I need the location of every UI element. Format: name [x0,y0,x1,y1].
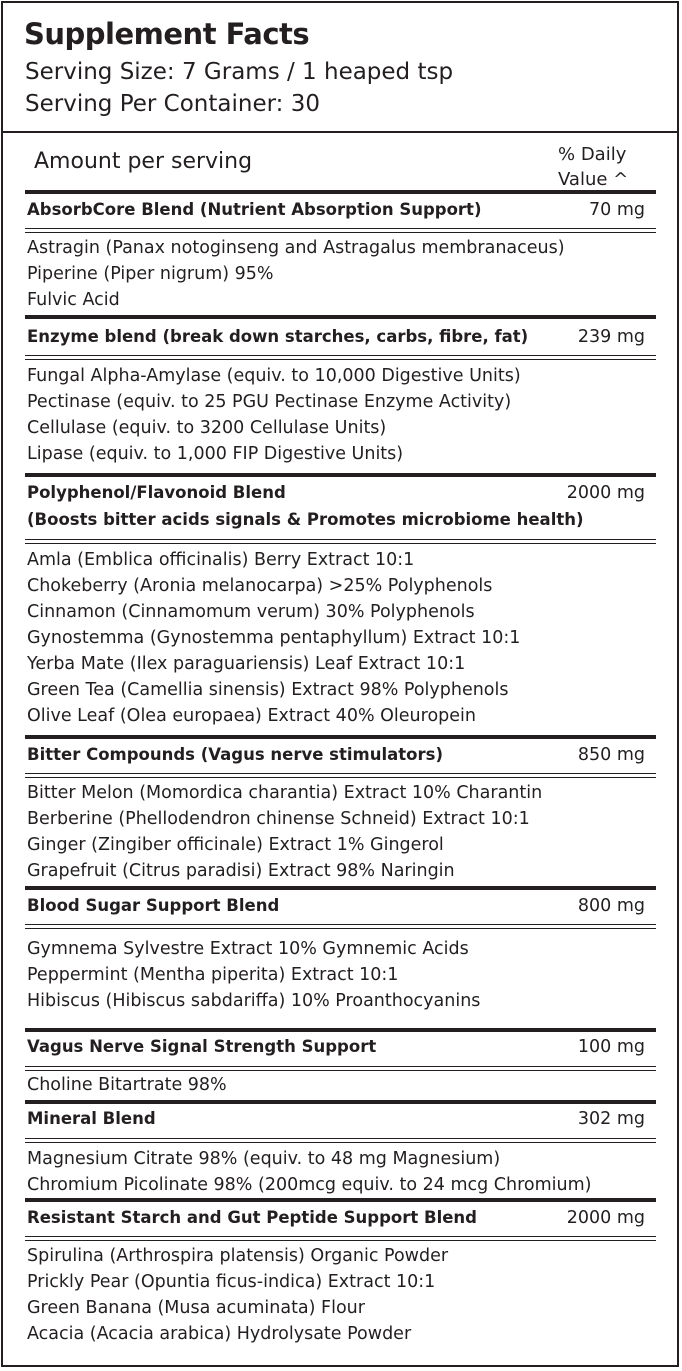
daily-value-label-line2: Value ^ [558,169,629,190]
blend-name: Bitter Compounds (Vagus nerve stimulators) [27,745,443,764]
ingredient: Peppermint (Mentha piperita) Extract 10:1 [27,965,399,985]
section-rule [25,1100,656,1104]
ingredient: Bitter Melon (Momordica charantia) Extract 10% Charantin [27,783,543,803]
blend-amount: 850 mg [577,745,645,765]
ingredient: Hibiscus (Hibiscus sabdariffa) 10% Proanthocyanins [27,991,481,1011]
ingredient: Berberine (Phellodendron chinense Schneid) Extract 10:1 [27,809,530,829]
daily-value-label-line1: % Daily [558,144,627,165]
serving-size: Serving Size: 7 Grams / 1 heaped tsp [25,59,454,85]
blend-name: Blood Sugar Support Blend [27,896,280,915]
ingredient-list [27,1243,448,1347]
ingredient-list [27,936,480,1014]
ingredient: Amla (Emblica officinalis) Berry Extract 10:1 [27,550,415,570]
section-rule [25,1138,656,1143]
ingredient-list [27,363,521,467]
ingredient-list [27,547,520,729]
section-rule [25,473,656,477]
ingredient: Green Tea (Camellia sinensis) Extract 98% Polyphenols [27,680,509,700]
ingredient: Olive Leaf (Olea europaea) Extract 40% Oleuropein [27,706,476,726]
ingredient: Cinnamon (Cinnamomum verum) 30% Polyphenols [27,602,475,622]
blend-amount: 70 mg [589,200,645,220]
ingredient: Fulvic Acid [27,290,120,310]
ingredient: Magnesium Citrate 98% (equiv. to 48 mg Magnesium) [27,1149,501,1169]
facts-header [3,3,677,133]
section-rule [25,773,656,778]
ingredient: Astragin (Panax notoginseng and Astragalus membranaceus) [27,238,565,258]
section-rule [25,315,656,319]
blend-amount: 239 mg [577,327,645,347]
blend-amount: 302 mg [577,1109,645,1129]
ingredient: Chokeberry (Aronia melanocarpa) >25% Polyphenols [27,576,493,596]
ingredient: Lipase (equiv. to 1,000 FIP Digestive Units) [27,444,404,464]
ingredient: Ginger (Zingiber officinale) Extract 1% Gingerol [27,835,444,855]
ingredient: Acacia (Acacia arabica) Hydrolysate Powder [27,1324,412,1344]
ingredient: Choline Bitartrate 98% [27,1075,227,1095]
blend-amount: 100 mg [577,1037,645,1057]
ingredient-list [27,1146,592,1198]
amount-per-serving-label: Amount per serving [34,149,253,174]
section-rule [25,735,656,739]
ingredient: Cellulase (equiv. to 3200 Cellulase Units) [27,418,387,438]
daily-value-label [558,142,628,192]
blend-amount: 2000 mg [566,483,645,503]
ingredient-list [27,235,565,313]
ingredient: Yerba Mate (Ilex paraguariensis) Leaf Extract 10:1 [27,654,466,674]
ingredient-list [27,1072,227,1098]
ingredient: Grapefruit (Citrus paradisi) Extract 98% Naringin [27,861,455,881]
ingredient: Green Banana (Musa acuminata) Flour [27,1298,365,1318]
section-rule [25,355,656,360]
blend-name: Mineral Blend [27,1109,156,1128]
ingredient: Gymnema Sylvestre Extract 10% Gymnemic Acids [27,939,469,959]
ingredient: Piperine (Piper nigrum) 95% [27,264,274,284]
ingredient: Chromium Picolinate 98% (200mcg equiv. to 24 mcg Chromium) [27,1175,592,1195]
ingredient: Gynostemma (Gynostemma pentaphyllum) Extract 10:1 [27,628,521,648]
section-rule [25,1198,656,1202]
section-rule [25,1236,656,1241]
blend-amount: 2000 mg [566,1208,645,1228]
ingredient: Fungal Alpha-Amylase (equiv. to 10,000 Digestive Units) [27,366,521,386]
section-rule [25,886,656,890]
blend-name: Polyphenol/Flavonoid Blend [27,483,286,502]
blend-name-subtitle: (Boosts bitter acids signals & Promotes microbiome health) [27,510,584,529]
section-rule [25,1028,656,1032]
blend-name: Enzyme blend (break down starches, carbs, fibre, fat) [27,327,529,346]
ingredient: Spirulina (Arthrospira platensis) Organic Powder [27,1246,449,1266]
section-rule [25,539,656,544]
blend-name: Vagus Nerve Signal Strength Support [27,1037,377,1056]
blend-name: AbsorbCore Blend (Nutrient Absorption Support) [27,200,482,219]
panel-title: Supplement Facts [24,17,310,51]
ingredient: Pectinase (equiv. to 25 PGU Pectinase Enzyme Activity) [27,392,512,412]
servings-per-container: Serving Per Container: 30 [25,91,320,117]
section-rule [25,1066,656,1071]
blend-name: Resistant Starch and Gut Peptide Support Blend [27,1208,477,1227]
supplement-facts-panel [1,1,679,1367]
section-rule [25,228,656,233]
section-rule [25,924,656,929]
ingredient: Prickly Pear (Opuntia ficus-indica) Extract 10:1 [27,1272,436,1292]
blend-amount: 800 mg [577,896,645,916]
ingredient-list [27,780,542,884]
section-rule [25,190,656,194]
